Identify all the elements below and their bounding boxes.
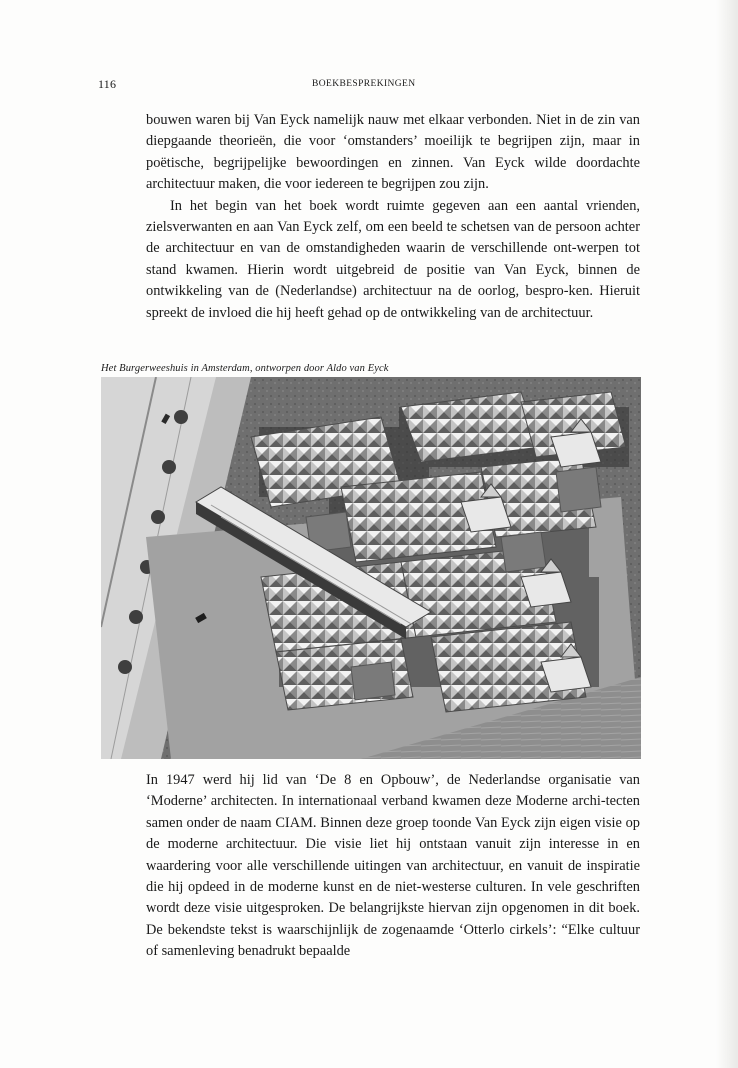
body-text-bottom (146, 770, 640, 963)
paragraph: In het begin van het boek wordt ruimte gegeven aan een aantal vrienden, zielsverwanten en aan Van Eyck zelf, om een beeld te schetsen van de persoon achter de architectuur en van de omstandigheden waarin de verschillende ont-werpen tot stand kwamen. Hierin wordt uitgebreid de positie van Van Eyck, binnen de ontwikkeling van de (Nederlandse) architectuur na de oorlog, bespro-ken. Hieruit spreekt de invloed die hij heeft gehad op de ontwikkeling van de architectuur. (146, 197, 640, 321)
body-text-top (146, 110, 640, 324)
figure-caption: Het Burgerweeshuis in Amsterdam, ontworpen door Aldo van Eyck (101, 363, 389, 374)
paragraph: In 1947 werd hij lid van ‘De 8 en Opbouw’, de Nederlandse organisatie van ‘Moderne’ architecten. In internationaal verband kwamen deze Moderne archi-tecten samen onder de naam CIAM. Binnen deze groep toonde Van Eyck zijn eigen visie op de moderne architectuur. Die visie liet hij ontstaan vanuit zijn interesse in en waardering voor alle verschillende uitingen van architectuur, en vanuit de inspiratie die hij opdeed in de moderne kunst en de niet-westerse culturen. In vele geschriften wordt deze visie uitgesproken. De belangrijkste hiervan zijn opgenomen in dit boek. De bekendste tekst is waarschijnlijk de zogenaamde ‘Otterlo cirkels’: “Elke cultuur of samenleving benadrukt bepaalde (146, 772, 640, 960)
page-edge-shadow (716, 0, 738, 1068)
paragraph: bouwen waren bij Van Eyck namelijk nauw met elkaar verbonden. Niet in de zin van diepgaande theorieën, die voor ‘omstanders’ moeilijk te begrijpen zijn, maar in poëtische, begrijpelijke bewoordingen en zinnen. Van Eyck wilde doordachte architectuur maken, die voor iedereen te begrijpen zou zijn. (146, 112, 640, 193)
running-title: BOEKBESPREKINGEN (312, 79, 416, 89)
page-number: 116 (98, 77, 117, 91)
aerial-photo-burgerweeshuis (101, 377, 641, 759)
